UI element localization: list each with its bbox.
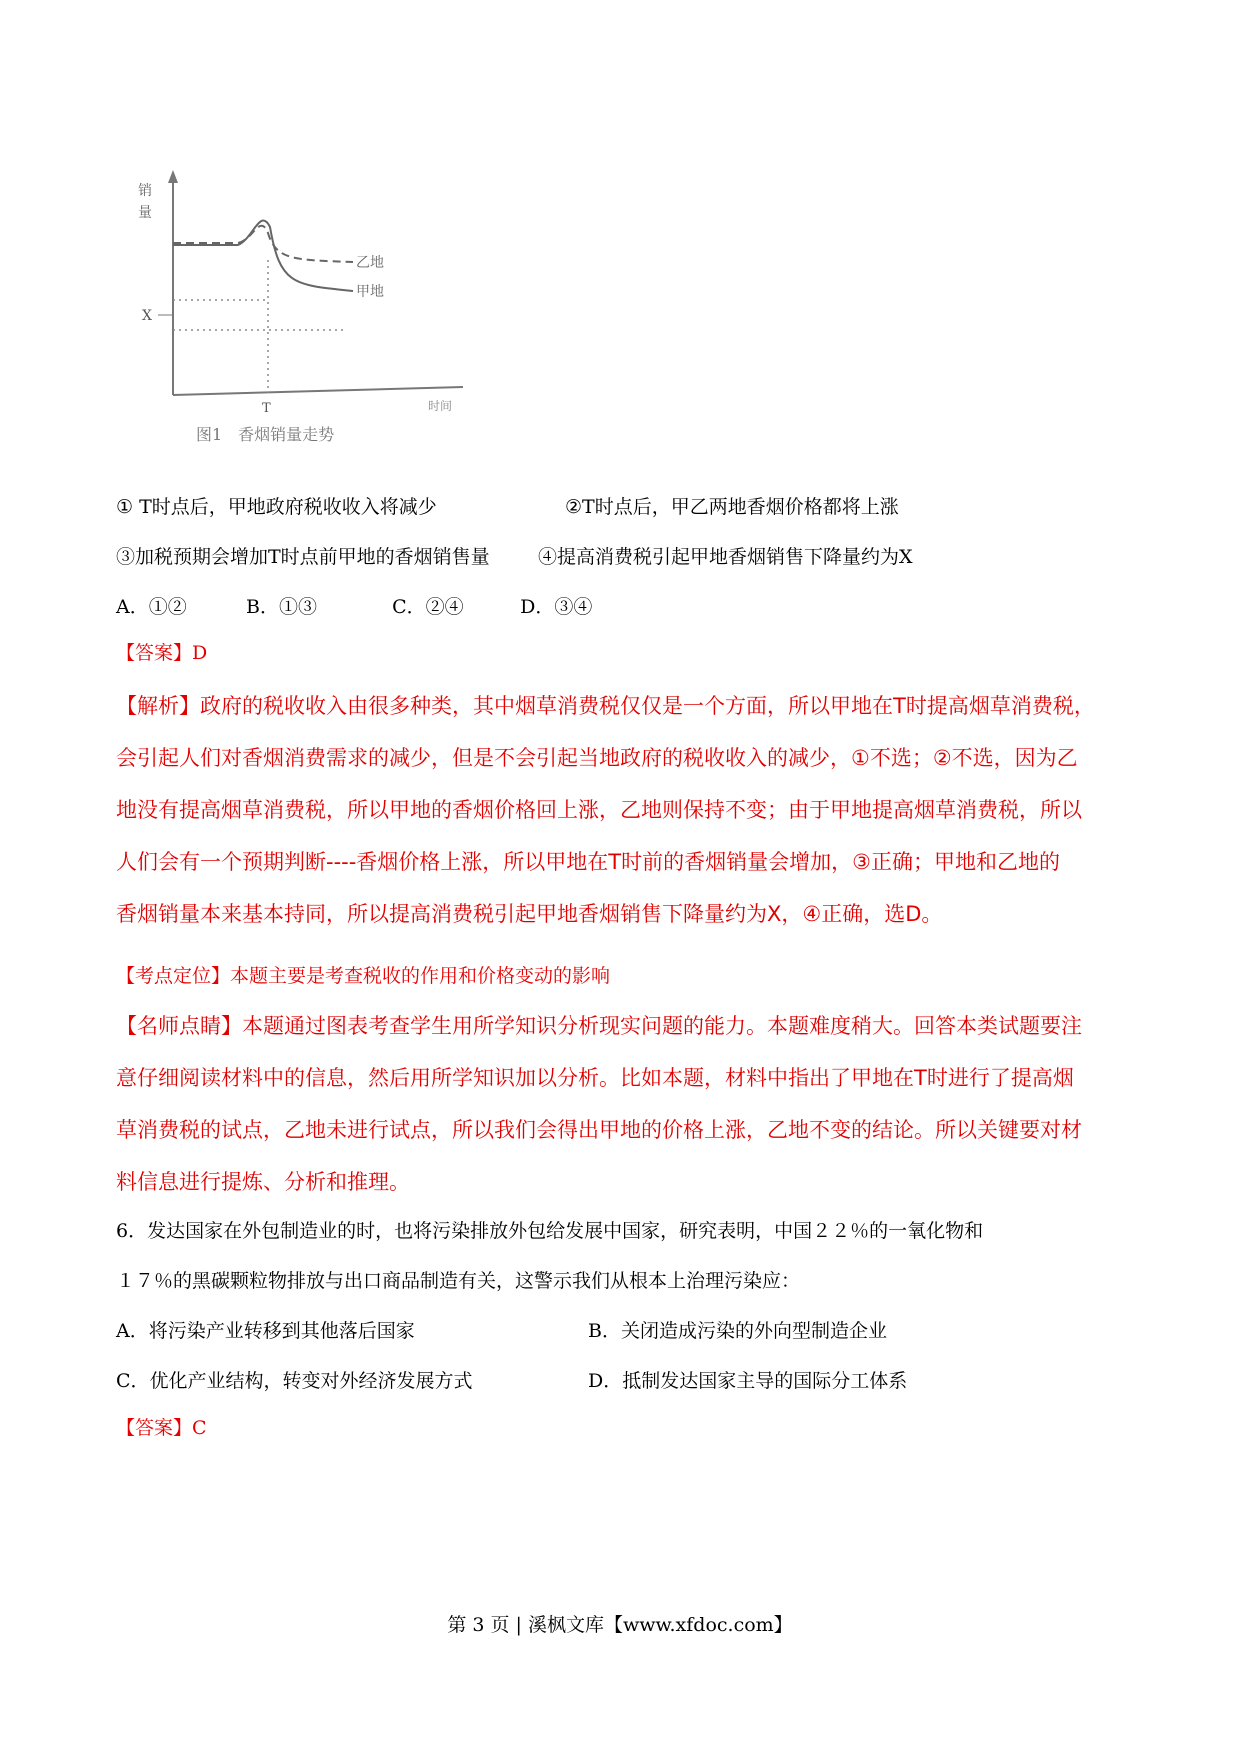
teacher-line: 草消费税的试点，乙地未进行试点，所以我们会得出甲地的价格上涨，乙地不变的结论。所以关键要对材 — [116, 1118, 1082, 1142]
q5-answer: 【答案】D — [116, 642, 208, 664]
sales-trend-figure — [128, 165, 488, 455]
teacher-comment — [116, 1000, 1126, 1208]
x-axis — [173, 387, 463, 395]
q6-answer: 【答案】C — [116, 1417, 207, 1439]
series-b-label: 乙地 — [356, 255, 384, 271]
analysis-line: 会引起人们对香烟消费需求的减少，但是不会引起当地政府的税收收入的减少，①不选；②不选，因为乙 — [116, 746, 1078, 770]
page-footer: 第 3 页 | 溪枫文库【www.xfdoc.com】 — [447, 1614, 793, 1636]
sales-trend-chart — [128, 165, 488, 455]
analysis-line: 人们会有一个预期判断----香烟价格上涨，所以甲地在T时前的香烟销量会增加，③正确；甲地和乙地的 — [116, 850, 1060, 874]
analysis-line: 地没有提高烟草消费税，所以甲地的香烟价格回上涨，乙地则保持不变；由于甲地提高烟草消费税，所以 — [116, 798, 1082, 822]
series-a-line — [173, 221, 353, 291]
y-axis-arrow — [168, 170, 178, 183]
key-point: 【考点定位】本题主要是考查税收的作用和价格变动的影响 — [116, 965, 611, 987]
teacher-line: 【名师点睛】本题通过图表考查学生用所学知识分析现实问题的能力。本题难度稍大。回答本类试题要注 — [116, 1014, 1082, 1038]
y-label-2: 量 — [138, 205, 152, 221]
analysis-line: 香烟销量本来基本持同，所以提高消费税引起甲地香烟销售下降量约为X，④正确，选D。 — [116, 902, 943, 926]
t-marker: T — [262, 401, 271, 416]
q5-option-d: D．③④ — [520, 596, 593, 618]
q5-option-c: C．②④ — [392, 596, 464, 618]
q5-option-b: B．①③ — [246, 596, 318, 618]
statement-1: ① T时点后，甲地政府税收收入将减少 — [116, 496, 437, 518]
teacher-line: 意仔细阅读材料中的信息，然后用所学知识加以分析。比如本题，材料中指出了甲地在T时进行了提高烟 — [116, 1066, 1074, 1090]
q5-options — [116, 594, 592, 620]
series-a-label: 甲地 — [356, 284, 384, 300]
series-b-line — [173, 226, 353, 262]
statement-3: ③加税预期会增加T时点前甲地的香烟销售量 — [116, 546, 490, 568]
q6-option-a: A．将污染产业转移到其他落后国家 — [116, 1320, 415, 1342]
q6-option-b: B．关闭造成污染的外向型制造企业 — [588, 1320, 887, 1342]
q6-option-d: D．抵制发达国家主导的国际分工体系 — [588, 1370, 908, 1392]
analysis-line: 【解析】政府的税收收入由很多种类，其中烟草消费税仅仅是一个方面，所以甲地在T时提高烟草消费税， — [116, 694, 1095, 718]
q6-stem-2: １７％的黑碳颗粒物排放与出口商品制造有关，这警示我们从根本上治理污染应： — [116, 1270, 801, 1292]
q5-option-a: A．①② — [116, 596, 187, 618]
q6-option-c: C．优化产业结构，转变对外经济发展方式 — [116, 1370, 473, 1392]
statement-4: ④提高消费税引起甲地香烟销售下降量约为X — [538, 546, 913, 568]
statement-2: ②T时点后，甲乙两地香烟价格都将上涨 — [565, 496, 899, 518]
q5-analysis — [116, 680, 1126, 940]
y-label-1: 销 — [138, 183, 152, 199]
figure-caption: 图1 香烟销量走势 — [196, 425, 335, 444]
teacher-line: 料信息进行提炼、分析和推理。 — [116, 1170, 410, 1194]
x-marker: X — [142, 308, 152, 324]
x-axis-label: 时间 — [428, 399, 453, 413]
q6-stem-1: 6．发达国家在外包制造业的时，也将污染排放外包给发展中国家，研究表明，中国２２％的一氧化物和 — [116, 1220, 984, 1242]
